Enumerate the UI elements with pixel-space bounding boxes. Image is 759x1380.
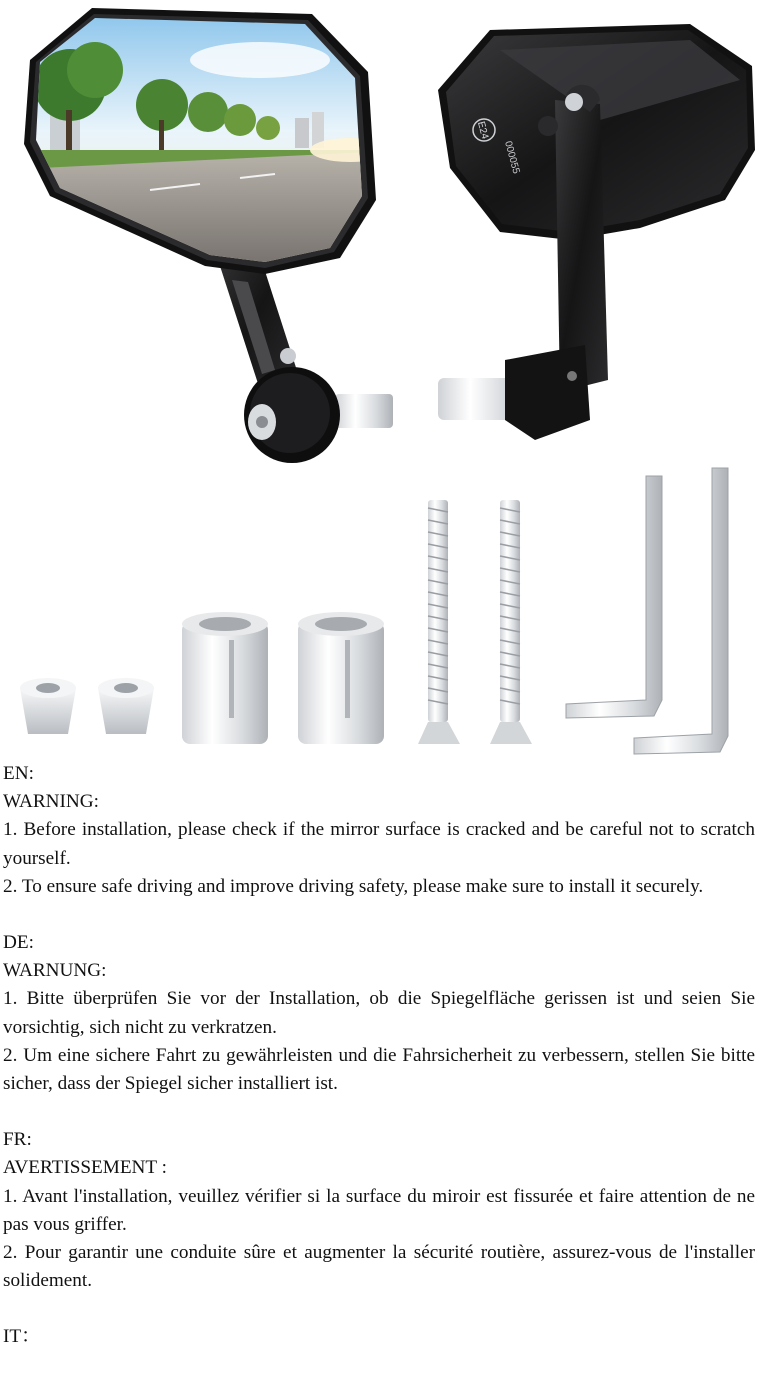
section-fr: [3, 1126, 755, 1295]
serial-text: 000055: [502, 139, 522, 176]
language-code-it: IT：: [3, 1326, 41, 1348]
warning-item-de-2: 2. Um eine sichere Fahrt zu gewährleisten und die Fahrsicherheit zu verbessern, stellen Sie bitte sicher, dass der Spiegel sicher installiert ist.: [3, 1044, 755, 1095]
right-mirror: [438, 24, 755, 440]
adapter-sleeve-left: [182, 612, 268, 744]
warning-title-fr: AVERTISSEMENT :: [3, 1157, 167, 1179]
warning-title-en: WARNING:: [3, 791, 99, 813]
section-en: [3, 760, 755, 901]
warning-item-en-2: 2. To ensure safe driving and improve driving safety, please make sure to install it securely.: [3, 875, 704, 897]
end-cap-right: [98, 678, 154, 734]
language-code-en: EN:: [3, 763, 34, 784]
language-code-de: DE:: [3, 932, 34, 954]
end-cap-left: [20, 678, 76, 734]
warning-item-en-1: 1. Before installation, please check if the mirror surface is cracked and be careful not to scratch yourself.: [3, 819, 755, 869]
hex-key-small: [566, 476, 662, 718]
warning-text: [0, 760, 755, 1352]
warning-title-de: WARNUNG:: [3, 960, 107, 982]
warning-item-fr-2: 2. Pour garantir une conduite sûre et augmenter la sécurité routière, assurez-vous de l'installer solidement.: [3, 1242, 755, 1292]
warning-item-de-1: 1. Bitte überprüfen Sie vor der Installation, ob die Spiegelfläche gerissen ist und seien Sie vorsichtig, sich nicht zu verkratzen.: [3, 988, 755, 1038]
e-mark-text: E24: [474, 120, 491, 141]
language-code-fr: FR:: [3, 1129, 32, 1151]
section-de: [3, 929, 755, 1098]
adapter-sleeve-right: [298, 612, 384, 744]
left-mirror: [24, 8, 393, 463]
warning-item-fr-1: 1. Avant l'installation, veuillez vérifier si la surface du miroir est fissurée et faire attention de ne pas vous griffer.: [3, 1185, 755, 1235]
screw-right: [490, 500, 532, 744]
accessories: [20, 468, 728, 754]
screw-left: [418, 500, 460, 744]
section-it: [3, 1323, 755, 1351]
